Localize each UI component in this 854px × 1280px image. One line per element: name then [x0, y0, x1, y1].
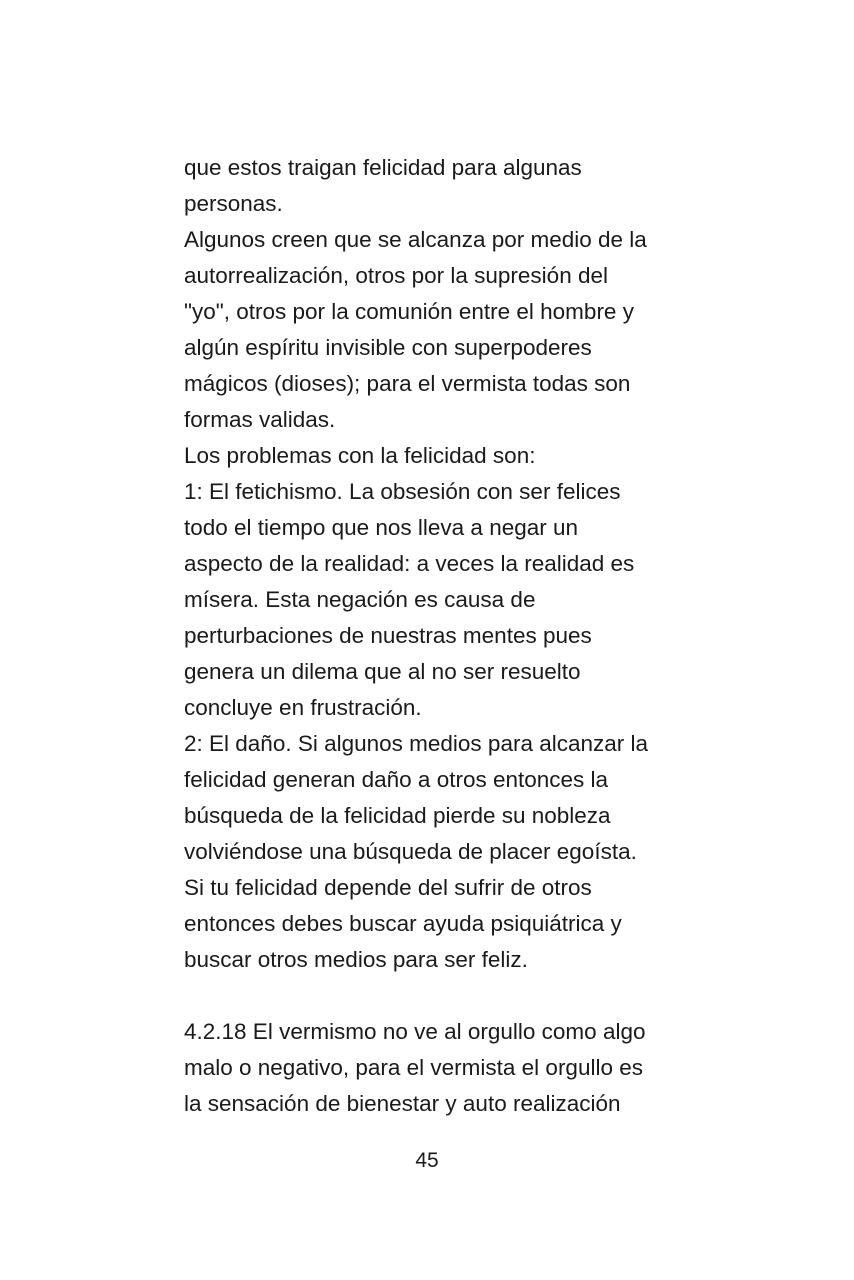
text-line: la sensación de bienestar y auto realización	[184, 1091, 621, 1116]
text-line: personas.	[184, 191, 283, 216]
text-line: buscar otros medios para ser feliz.	[184, 947, 528, 972]
text-line: aspecto de la realidad: a veces la realidad es	[184, 551, 635, 576]
text-line: mágicos (dioses); para el vermista todas son	[184, 371, 631, 396]
text-line: concluye en frustración.	[184, 695, 422, 720]
page-number: 45	[415, 1149, 439, 1172]
text-line: entonces debes buscar ayuda psiquiátrica y	[184, 911, 622, 936]
text-line: mísera. Esta negación es causa de	[184, 587, 536, 612]
body-text	[184, 150, 784, 1122]
text-line: genera un dilema que al no ser resuelto	[184, 659, 581, 684]
text-line: 1: El fetichismo. La obsesión con ser felices	[184, 479, 621, 504]
text-line: 2: El daño. Si algunos medios para alcanzar la	[184, 731, 649, 756]
text-line: volviéndose una búsqueda de placer egoísta.	[184, 839, 637, 864]
text-line: búsqueda de la felicidad pierde su nobleza	[184, 803, 611, 828]
text-line: autorrealización, otros por la supresión del	[184, 263, 608, 288]
text-line: felicidad generan daño a otros entonces la	[184, 767, 609, 792]
text-line: malo o negativo, para el vermista el orgullo es	[184, 1055, 643, 1080]
text-line: Algunos creen que se alcanza por medio de la	[184, 227, 647, 252]
text-line: todo el tiempo que nos lleva a negar un	[184, 515, 579, 540]
text-line: que estos traigan felicidad para algunas	[184, 155, 582, 180]
text-line: 4.2.18 El vermismo no ve al orgullo como algo	[184, 1019, 646, 1044]
text-line: perturbaciones de nuestras mentes pues	[184, 623, 592, 648]
paragraph-gap	[184, 978, 784, 1014]
text-line: formas validas.	[184, 407, 336, 432]
text-line: "yo", otros por la comunión entre el hombre y	[184, 299, 634, 324]
text-line: Los problemas con la felicidad son:	[184, 443, 536, 468]
text-line: Si tu felicidad depende del sufrir de otros	[184, 875, 592, 900]
text-line: algún espíritu invisible con superpoderes	[184, 335, 592, 360]
